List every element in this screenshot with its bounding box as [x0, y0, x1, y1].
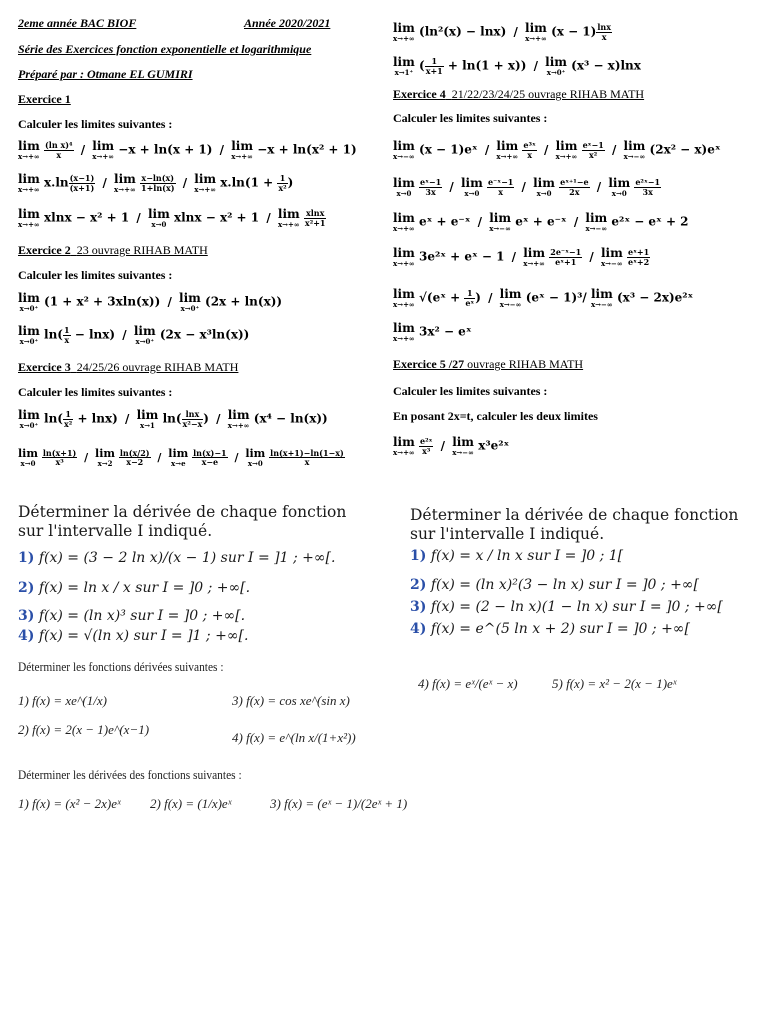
fraction: $\frac{1}{\text{x²}}$ [278, 173, 287, 193]
lim-operator: lim x→+∞ [231, 139, 254, 161]
lim-operator: lim x→0⁺ [133, 324, 156, 346]
ex4-line-6: lim x→+∞ 3x² − eˣ [393, 321, 472, 343]
lim-operator: lim x→−∞ [590, 287, 613, 309]
fraction: $\frac{\ln(x/2)}{x-2}$ [119, 447, 150, 467]
lim-operator: lim x→0⁺ [179, 291, 201, 313]
ex4-line-3: lim x→+∞ eˣ + e⁻ˣ / lim x→−∞ eˣ + e⁻ˣ / lim x→−∞ e²ˣ − eˣ + 2 [393, 211, 689, 233]
deriv-right-title: Déterminer la dérivée de chaque fonction sur l'intervalle I indiqué. [410, 506, 739, 543]
lim-operator: lim x→0⁺ [545, 55, 567, 77]
fraction: $\frac{\text{eˣ+1}}{\text{eˣ+2}}$ [627, 247, 650, 267]
derivees-suivantes-item-1: 1) f(x) = xe^(1/x) [18, 693, 107, 708]
fraction: $\frac{(x-1)}{(x+1)}$ [69, 173, 95, 193]
ex3-line-1: lim x→0⁺ ln( $\frac{1}{\text{x²}}$ + lnx) / lim x→1 ln( $\frac{\ln x}{\text{x²−x}}$ ) / lim x→+∞ (x⁴ − ln(x)) [18, 408, 328, 430]
fraction: $\frac{\ln x}{x}$ [597, 22, 611, 42]
lim-operator: lim x→+∞ [523, 246, 546, 268]
lim-operator: lim x→+∞ [555, 139, 578, 161]
fraction: $\frac{\text{2e⁻ˣ−1}}{\text{eˣ+1}}$ [550, 247, 582, 267]
ex4-line-1: lim x→−∞ (x − 1)eˣ / lim x→+∞ $\frac{\text{e³ˣ}}{x}$ / lim x→+∞ $\frac{\text{eˣ−1}}{\text{x²}}$ / lim x→−∞ (2x² − x)eˣ [393, 139, 721, 161]
lim-operator: lim x→+∞ [114, 172, 136, 194]
fraction: $\frac{\text{eˣ−1}}{\text{x²}}$ [582, 140, 604, 160]
fraction: $\frac{\ln(x+1)}{\text{x³}}$ [42, 447, 77, 467]
lim-operator: lim x→+∞ [393, 21, 415, 43]
ex1-title: Exercice 1 [18, 92, 71, 106]
ex5-instruction: Calculer les limites suivantes : [393, 384, 548, 398]
deriv-right-item-1: 1) f(x) = x / ln x sur I = ]0 ; 1[ [410, 548, 624, 564]
lim-operator: lim x→+∞ [393, 246, 415, 268]
deriv-right-item-4: 4) f(x) = e^(5 ln x + 2) sur I = ]0 ; +∞[ [410, 621, 690, 637]
fraction: $\frac{1}{\text{eˣ}}$ [465, 288, 475, 308]
ex4-line-2: lim x→0 $\frac{\text{eˣ−1}}{3x}$ / lim x→0 $\frac{\text{e⁻ˣ−1}}{x}$ / lim x→0 $\frac{\text{eˣ⁺¹−e}}{2x}$ / lim x→0 $\frac{\text{e²ˣ−1}}{3x}$ [393, 176, 661, 198]
deriv-left-item-4: 4) f(x) = √(ln x) sur I = ]1 ; +∞[. [18, 628, 249, 644]
deriv-left-item-2: 2) f(x) = ln x / x sur I = ]0 ; +∞[. [18, 580, 251, 596]
derivees-suivantes-right-item-4: 4) f(x) = eˣ/(eˣ − x) [418, 676, 518, 691]
lim-operator: lim x→+∞ [277, 207, 300, 229]
fraction: $\frac{\text{e²ˣ}}{\text{x³}}$ [420, 436, 433, 456]
lim-operator: lim x→+∞ [393, 287, 415, 309]
lim-operator: lim x→−∞ [452, 435, 475, 457]
lim-operator: lim x→+∞ [227, 408, 250, 430]
ex1-line-3: lim x→+∞ xlnx − x² + 1 / lim x→0 xlnx − x² + 1 / lim x→+∞ $\frac{xlnx}{\text{x²+1}}$ [18, 207, 326, 229]
lim-operator: lim x→−∞ [585, 211, 608, 233]
ex5-line-1: lim x→+∞ $\frac{\text{e²ˣ}}{\text{x³}}$ / lim x→−∞ x³e²ˣ [393, 435, 510, 457]
lim-operator: lim x→+∞ [92, 139, 115, 161]
lim-operator: lim x→0 [18, 447, 38, 468]
derivees-fonctions-item-1: 1) f(x) = (x² − 2x)eˣ [18, 796, 121, 811]
lim-operator: lim x→e [168, 447, 189, 468]
lim-operator: lim x→+∞ [393, 211, 415, 233]
lim-operator: lim x→0⁺ [18, 324, 40, 346]
derivees-fonctions-item-2: 2) f(x) = (1/x)eˣ [150, 796, 232, 811]
fraction: $\frac{1}{\text{x²}}$ [63, 409, 73, 429]
ex2-line-2: lim x→0⁺ ln( $\frac{1}{x}$ − lnx) / lim x→0⁺ (2x − x³ln(x)) [18, 324, 250, 346]
lim-operator: lim x→−∞ [600, 246, 623, 268]
header-year: Année 2020/2021 [244, 16, 331, 30]
header-level: 2eme année BAC BIOF [18, 16, 137, 30]
fraction: $\frac{\ln(x+1)-\ln(1-x)}{x}$ [270, 447, 344, 467]
derivees-suivantes-item-4: 4) f(x) = e^(ln x/(1+x²)) [232, 730, 356, 745]
lim-operator: lim x→+∞ [194, 172, 217, 194]
lim-operator: lim x→+∞ [525, 21, 547, 43]
ex3-title: Exercice 3 24/25/26 ouvrage RIHAB MATH [18, 360, 239, 374]
lim-operator: lim x→0 [245, 447, 266, 468]
ex2-instruction: Calculer les limites suivantes : [18, 268, 173, 282]
ex1-line-2: lim x→+∞ x.ln $\frac{(x-1)}{(x+1)}$ / lim x→+∞ $\frac{x-\ln(x)}{1+\ln(x)}$ / lim x→+∞ x.ln(1 + $\frac{1}{\text{x²}}$ ) [18, 172, 294, 194]
fraction: $\frac{1}{x}$ [63, 325, 70, 345]
ex1-instruction: Calculer les limites suivantes : [18, 117, 173, 131]
lim-operator: lim x→1⁺ [393, 55, 415, 77]
lim-operator: lim x→+∞ [496, 139, 519, 161]
lim-operator: lim x→+∞ [18, 172, 40, 194]
deriv-left-item-1: 1) f(x) = (3 − 2 ln x)/(x − 1) sur I = ]1 ; +∞[. [18, 550, 336, 566]
lim-operator: lim x→−∞ [623, 139, 646, 161]
fraction: $\frac{x-\ln(x)}{1+\ln(x)}$ [141, 173, 175, 193]
ex5-title: Exercice 5 /27 ouvrage RIHAB MATH [393, 357, 584, 371]
right-top-line-2: lim x→1⁺ ( $\frac{1}{x+1}$ + ln(1 + x)) / lim x→0⁺ (x³ − x)lnx [393, 55, 641, 77]
ex5-hint: En posant 2x=t, calculer les deux limites [393, 409, 598, 423]
derivees-suivantes-item-3: 3) f(x) = cos xe^(sin x) [232, 693, 350, 708]
lim-operator: lim x→−∞ [489, 211, 512, 233]
lim-operator: lim x→+∞ [393, 435, 415, 457]
ex4-instruction: Calculer les limites suivantes : [393, 111, 548, 125]
fraction: $\frac{\text{(ln x)⁴}}{x}$ [45, 140, 73, 160]
header-series: Série des Exercices fonction exponentielle et logarithmique [18, 42, 312, 56]
derivees-fonctions-title: Déterminer les dérivées des fonctions suivantes : [18, 767, 242, 782]
lim-operator: lim x→−∞ [393, 139, 415, 161]
right-top-line-1: lim x→+∞ (ln²(x) − lnx) / lim x→+∞ (x − 1) $\frac{\ln x}{x}$ [393, 21, 611, 43]
lim-operator: lim x→−∞ [499, 287, 522, 309]
lim-operator: lim x→0 [533, 176, 555, 198]
fraction: $\frac{\text{e⁻ˣ−1}}{x}$ [487, 177, 514, 197]
ex4-title: Exercice 4 21/22/23/24/25 ouvrage RIHAB MATH [393, 87, 645, 101]
lim-operator: lim x→0 [147, 207, 170, 229]
ex2-title: Exercice 2 23 ouvrage RIHAB MATH [18, 243, 208, 257]
header-author: Préparé par : Otmane EL GUMIRI [18, 67, 193, 81]
fraction: $\frac{\text{eˣ−1}}{3x}$ [420, 177, 442, 197]
deriv-right-item-3: 3) f(x) = (2 − ln x)(1 − ln x) sur I = ]0 ; +∞[ [410, 599, 723, 615]
fraction: $\frac{xlnx}{\text{x²+1}}$ [304, 208, 326, 228]
ex1-line-1: lim x→+∞ $\frac{\text{(ln x)⁴}}{x}$ / lim x→+∞ −x + ln(x + 1) / lim x→+∞ −x + ln(x² + 1) [18, 139, 357, 161]
lim-operator: lim x→+∞ [18, 207, 40, 229]
fraction: $\frac{\text{e³ˣ}}{x}$ [523, 140, 536, 160]
lim-operator: lim x→+∞ [18, 139, 40, 161]
lim-operator: lim x→2 [95, 447, 116, 468]
derivees-suivantes-right-item-5: 5) f(x) = x² − 2(x − 1)eˣ [552, 676, 677, 691]
fraction: $\frac{\ln x}{\text{x²−x}}$ [182, 409, 203, 429]
lim-operator: lim x→0 [460, 176, 483, 198]
lim-operator: lim x→+∞ [393, 321, 415, 343]
lim-operator: lim x→0 [393, 176, 415, 198]
fraction: $\frac{\text{eˣ⁺¹−e}}{2x}$ [560, 177, 589, 197]
derivees-suivantes-item-2: 2) f(x) = 2(x − 1)e^(x−1) [18, 722, 150, 737]
ex2-line-1: lim x→0⁺ (1 + x² + 3xln(x)) / lim x→0⁺ (2x + ln(x)) [18, 291, 283, 313]
fraction: $\frac{\ln(x)-1}{x-e}$ [193, 447, 227, 467]
ex4-line-4: lim x→+∞ 3e²ˣ + eˣ − 1 / lim x→+∞ $\frac{\text{2e⁻ˣ−1}}{\text{eˣ+1}}$ / lim x→−∞ $\frac{\text{eˣ+1}}{\text{eˣ+2}}$ [393, 246, 650, 268]
lim-operator: lim x→0⁺ [18, 291, 40, 313]
lim-operator: lim x→1 [136, 408, 159, 430]
ex3-instruction: Calculer les limites suivantes : [18, 385, 173, 399]
ex3-line-2: lim x→0 $\frac{\ln(x+1)}{\text{x³}}$ / lim x→2 $\frac{\ln(x/2)}{x-2}$ / lim x→e $\frac{\ln(x)-1}{x-e}$ / lim x→0 $\frac{\ln(x+1)-\ln(1-x)}{x}$ [18, 447, 344, 468]
derivees-fonctions-item-3: 3) f(x) = (eˣ − 1)/(2eˣ + 1) [270, 796, 408, 811]
fraction: $\frac{\text{e²ˣ−1}}{3x}$ [635, 177, 661, 197]
deriv-left-title: Déterminer la dérivée de chaque fonction sur l'intervalle I indiqué. [18, 503, 347, 540]
lim-operator: lim x→0 [608, 176, 631, 198]
deriv-right-item-2: 2) f(x) = (ln x)²(3 − ln x) sur I = ]0 ; +∞[ [410, 577, 699, 593]
fraction: $\frac{1}{x+1}$ [425, 56, 443, 76]
derivees-suivantes-title: Déterminer les fonctions dérivées suivantes : [18, 659, 224, 674]
lim-operator: lim x→0⁺ [18, 408, 40, 430]
deriv-left-item-3: 3) f(x) = (ln x)³ sur I = ]0 ; +∞[. [18, 608, 246, 624]
ex4-line-5: lim x→+∞ √(eˣ + $\frac{1}{\text{eˣ}}$ ) / lim x→−∞ (eˣ − 1)³/ lim x→−∞ (x³ − 2x)e²ˣ [393, 287, 694, 309]
